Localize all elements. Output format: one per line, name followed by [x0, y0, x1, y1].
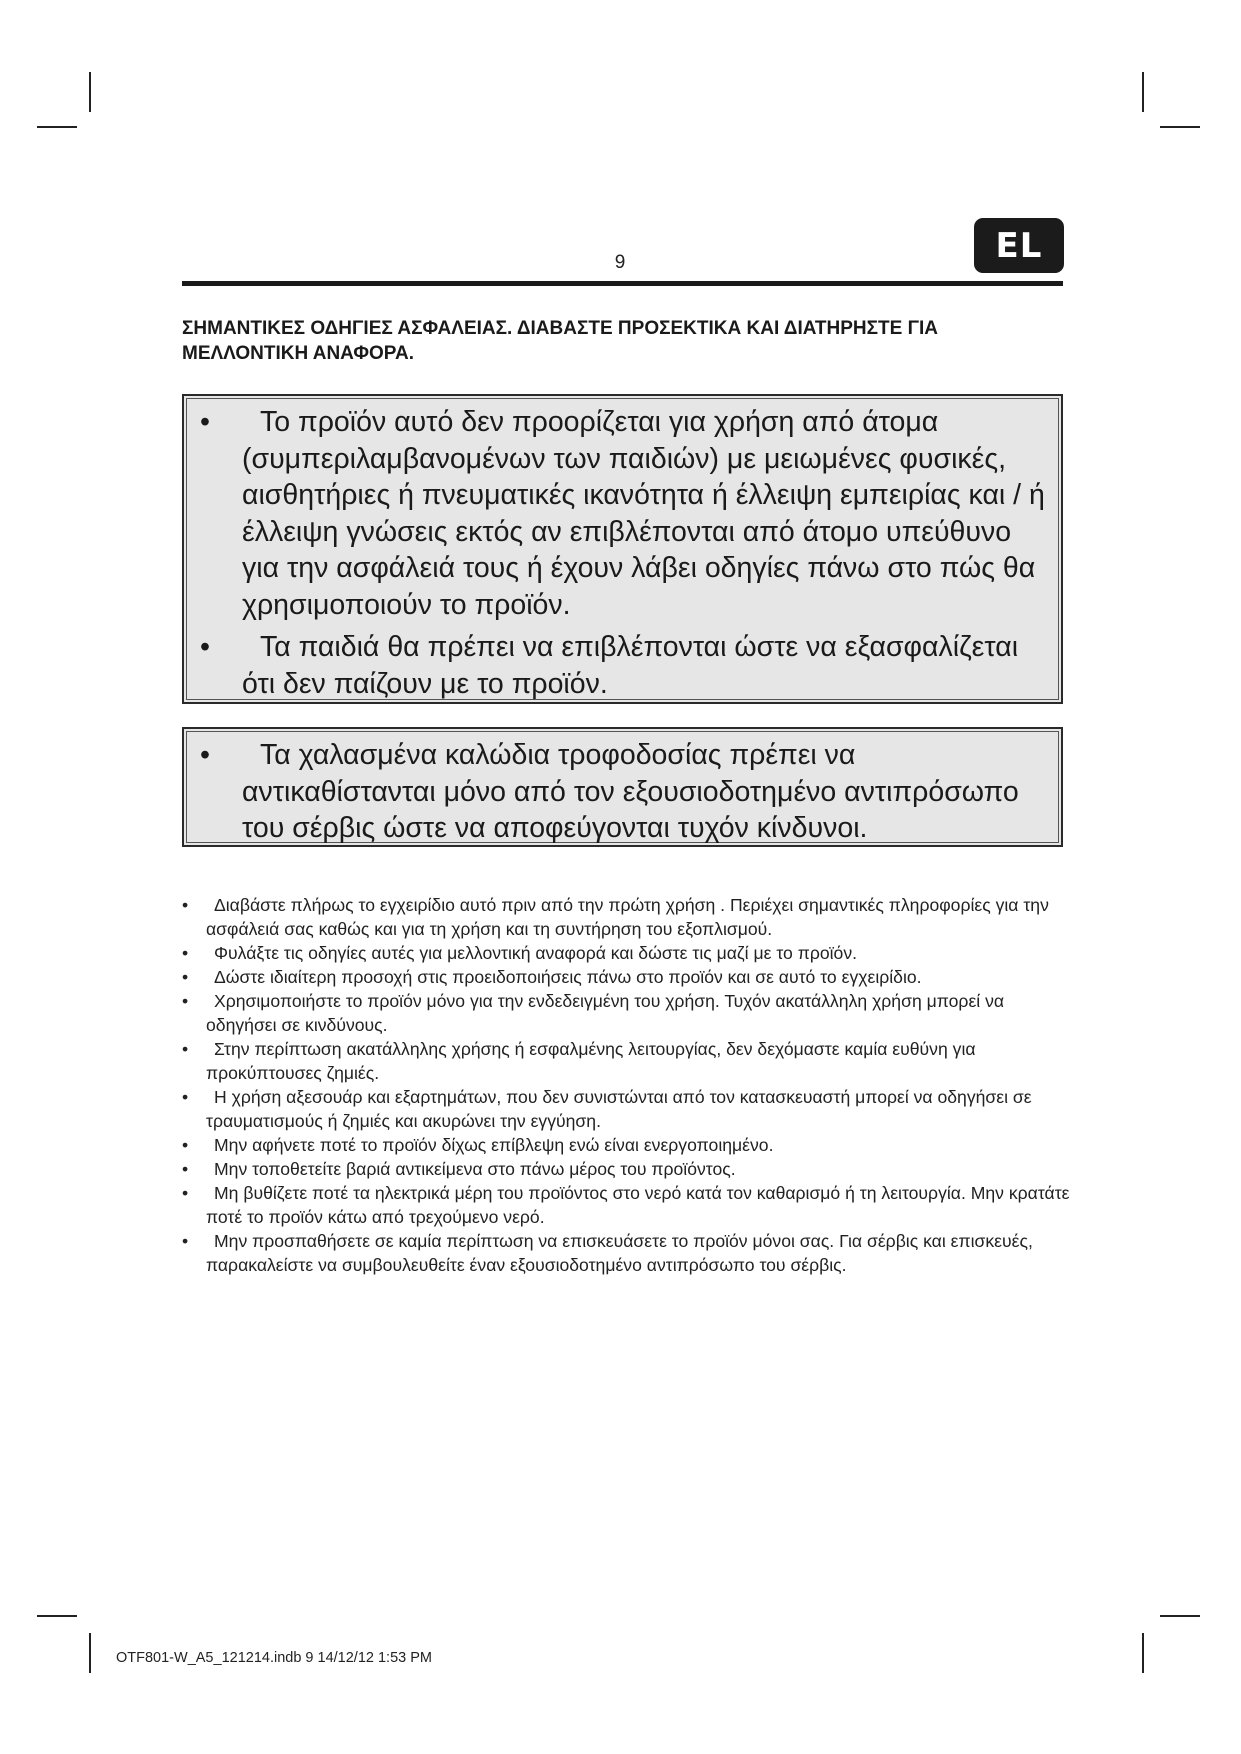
warning-item — [198, 737, 1051, 847]
instruction-text: Δώστε ιδιαίτερη προσοχή στις προειδοποιήσεις πάνω στο προϊόν και σε αυτό το εγχειρίδιο. — [214, 967, 922, 987]
bullet-icon: • — [182, 1039, 189, 1059]
instruction-text: Η χρήση αξεσουάρ και εξαρτημάτων, που δεν συνιστώνται από τον κατασκευαστή μπορεί να οδηγήσει σε τραυματισμούς ή ζημιές και ακυρώνει την εγγύηση. — [206, 1087, 1032, 1131]
bullet-icon: • — [182, 943, 189, 963]
bullet-icon: • — [182, 1087, 189, 1107]
bullet-icon: • — [182, 991, 189, 1011]
header-divider — [182, 281, 1063, 286]
crop-mark-bottom-left-vertical — [89, 1633, 91, 1673]
bullet-icon: • — [182, 967, 189, 987]
instruction-text: Μην τοποθετείτε βαριά αντικείμενα στο πάνω μέρος του προϊόντος. — [214, 1159, 736, 1179]
warning-item — [198, 629, 1051, 702]
crop-mark-top-right-vertical — [1142, 72, 1144, 112]
list-item — [182, 1157, 1072, 1181]
instruction-text: Μην προσπαθήσετε σε καμία περίπτωση να επισκευάσετε το προϊόν μόνοι σας. Για σέρβις και επισκευές, παρακαλείστε να συμβουλευθείτε έναν εξουσιοδοτημένο αντιπρόσωπο του σέρβις. — [206, 1231, 1033, 1275]
instruction-text: Στην περίπτωση ακατάλληλης χρήσης ή εσφαλμένης λειτουργίας, δεν δεχόμαστε καμία ευθύνη για προκύπτουσες ζημιές. — [206, 1039, 976, 1083]
list-item — [182, 1133, 1072, 1157]
instruction-text: Διαβάστε πλήρως το εγχειρίδιο αυτό πριν από την πρώτη χρήση . Περιέχει σημαντικές πληροφορίες για την ασφάλειά σας καθώς και για τη χρήση και τη συντήρηση του εξοπλισμού. — [206, 895, 1049, 939]
bullet-icon: • — [200, 739, 210, 771]
print-slug-footer: OTF801-W_A5_121214.indb 9 14/12/12 1:53 PM — [116, 1650, 432, 1666]
bullet-icon: • — [182, 1183, 189, 1203]
warning-box-children-safety — [182, 394, 1063, 704]
warning-text: Τα παιδιά θα πρέπει να επιβλέπονται ώστε να εξασφαλίζεται ότι δεν παίζουν με το προϊόν. — [242, 631, 1019, 700]
crop-mark-bottom-right-vertical — [1142, 1633, 1144, 1673]
warning-text: Το προϊόν αυτό δεν προορίζεται για χρήση από άτομα (συμπεριλαμβανομένων των παιδιών) με μειωμένες φυσικές, αισθητήριες ή πνευματικές ικανότητα ή έλλειψη εμπειρίας και / ή έλλειψη γνώσεις εκτός αν επιβλέπονται από άτομο υπεύθυνο για την ασφάλειά τους ή έχουν λάβει οδηγίες πάνω στο πώς θα χρησιμοποιούν το προϊόν. — [242, 406, 1045, 621]
instruction-text: Μη βυθίζετε ποτέ τα ηλεκτρικά μέρη του προϊόντος στο νερό κατά τον καθαρισμό ή τη λειτουργία. Μην κρατάτε ποτέ το προϊόν κάτω από τρεχούμενο νερό. — [206, 1183, 1070, 1227]
bullet-icon: • — [182, 1159, 189, 1179]
list-item — [182, 1181, 1072, 1229]
crop-mark-bottom-right-horizontal — [1160, 1615, 1200, 1617]
warning-item — [198, 404, 1051, 623]
crop-mark-bottom-left-horizontal — [37, 1615, 77, 1617]
language-badge: EL — [974, 218, 1064, 273]
bullet-icon: • — [182, 1135, 189, 1155]
list-item — [182, 1037, 1072, 1085]
bullet-icon: • — [200, 631, 210, 663]
list-item — [182, 989, 1072, 1037]
safety-instructions-list — [182, 893, 1072, 1277]
list-item — [182, 965, 1072, 989]
list-item — [182, 1085, 1072, 1133]
instruction-text: Μην αφήνετε ποτέ το προϊόν δίχως επίβλεψη ενώ είναι ενεργοποιημένο. — [214, 1135, 774, 1155]
page-title: ΣΗΜΑΝΤΙΚΕΣ ΟΔΗΓΙΕΣ ΑΣΦΑΛΕΙΑΣ. ΔΙΑΒΑΣΤΕ ΠΡΟΣΕΚΤΙΚΑ ΚΑΙ ΔΙΑΤΗΡΗΣΤΕ ΓΙΑ ΜΕΛΛΟΝΤΙΚΗ ΑΝΑΦΟΡΑ. — [182, 318, 938, 364]
warning-box-power-cord — [182, 727, 1063, 847]
crop-mark-top-left-horizontal — [37, 126, 77, 128]
bullet-icon: • — [182, 1231, 189, 1251]
list-item — [182, 1229, 1072, 1277]
bullet-icon: • — [182, 895, 189, 915]
bullet-icon: • — [200, 406, 210, 438]
warning-text: Τα χαλασμένα καλώδια τροφοδοσίας πρέπει να αντικαθίστανται μόνο από τον εξουσιοδοτημένο αντιπρόσωπο του σέρβις ώστε να αποφεύγονται τυχόν κίνδυνοι. — [242, 739, 1019, 844]
instruction-text: Φυλάξτε τις οδηγίες αυτές για μελλοντική αναφορά και δώστε τις μαζί με το προϊόν. — [214, 943, 858, 963]
crop-mark-top-right-horizontal — [1160, 126, 1200, 128]
list-item — [182, 893, 1072, 941]
crop-mark-top-left-vertical — [89, 72, 91, 112]
page-number: 9 — [614, 252, 626, 273]
instruction-text: Χρησιμοποιήστε το προϊόν μόνο για την ενδεδειγμένη του χρήση. Τυχόν ακατάλληλη χρήση μπορεί να οδηγήσει σε κινδύνους. — [206, 991, 1005, 1035]
list-item — [182, 941, 1072, 965]
